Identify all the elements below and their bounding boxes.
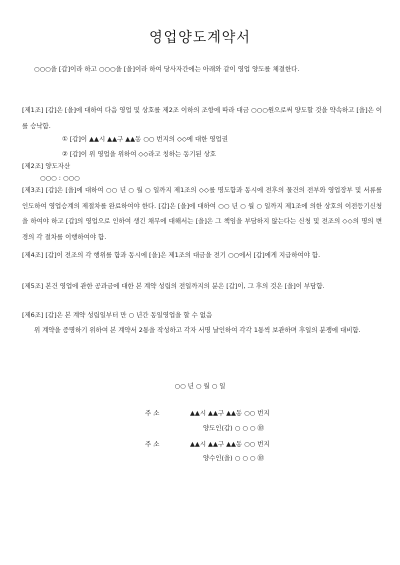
party2-name: 양수인(을) ○ ○ ○ ㊞ bbox=[203, 454, 264, 462]
article-5: [제5조] 본건 영업에 관한 공과금에 대한 본 계약 성립의 전일까지의 분은 [갑]이, 그 후의 것은 [을]이 부담함. bbox=[22, 282, 325, 290]
article-6: [제6조] [갑]은 본 계약 성립일부터 만 ○ 년간 동일영업을 할 수 없음 bbox=[22, 311, 213, 319]
party2-address: ▲▲시 ▲▲구 ▲▲동 ○○ 번지 bbox=[190, 440, 270, 448]
article-1-item-2: ② [갑]이 위 영업을 위하여 ◇◇라고 칭하는 동기된 상호 bbox=[62, 150, 217, 158]
closing-paragraph: 위 계약을 증명하기 위하여 본 계약서 2통을 작성하고 각자 서명 날인하여 각각 1통씩 보관하며 후일의 분쟁에 대비함. bbox=[34, 326, 361, 334]
party1-address-label: 주 소 bbox=[145, 409, 160, 417]
article-3: [제3조] [갑]은 [을]에 대하여 ○○ 년 ○ 월 ○ 일까지 제1조의 ◇◇를 명도함과 동시에 전후의 물건의 전부와 영업장부 및 서류를 인도하여 영업승계의 제절차를 완료하여야 한다. [갑]은 [을]에 대하여 ○○ 년 ○ 월 ○ 일까지 제1조에 의한 상호의 이전등기신청을 하여야 하고 [갑]의 영업으로 인하여 생긴 채무에 대해서는 [을]은 그 책임을 부담하지 않는다는 신청 및 전조의 ◇◇의 명의 변경의 각 절차를 이행하여야 함. bbox=[22, 186, 382, 241]
intro-paragraph: ○○○을 [갑]이라 하고 ○○○을 [을]이라 하여 당사자간에는 아래와 같이 영업 양도를 체결한다. bbox=[34, 65, 300, 73]
article-4: [제4조] [갑]이 전조의 각 행위를 함과 동시에 [을]은 제1조의 대금을 전기 ○○에서 [갑]에게 지급하여야 함. bbox=[22, 251, 321, 259]
article-2-title: [제2조] 양도자산 bbox=[22, 162, 71, 170]
article-2-value: ○○○ : ○○○ bbox=[40, 174, 80, 182]
article-1: [제1조] [갑]은 [을]에 대하여 다음 영업 및 상호를 제2조 이하의 조항에 따라 대금 ○○○원으로써 양도할 것을 약속하고 [을]은 이를 승낙함. bbox=[22, 106, 382, 130]
document-title: 영업양도계약서 bbox=[149, 30, 251, 46]
contract-date: ○○ 년 ○ 월 ○ 일 bbox=[174, 382, 226, 390]
party1-address: ▲▲시 ▲▲구 ▲▲동 ○○ 번지 bbox=[190, 409, 270, 417]
party2-address-label: 주 소 bbox=[145, 440, 160, 448]
article-1-item-1: ① [갑]이 ▲▲시 ▲▲구 ▲▲동 ○○ 번지의 ◇◇에 대한 영업권 bbox=[62, 135, 228, 143]
party1-name: 양도인(갑) ○ ○ ○ ㊞ bbox=[203, 424, 264, 432]
